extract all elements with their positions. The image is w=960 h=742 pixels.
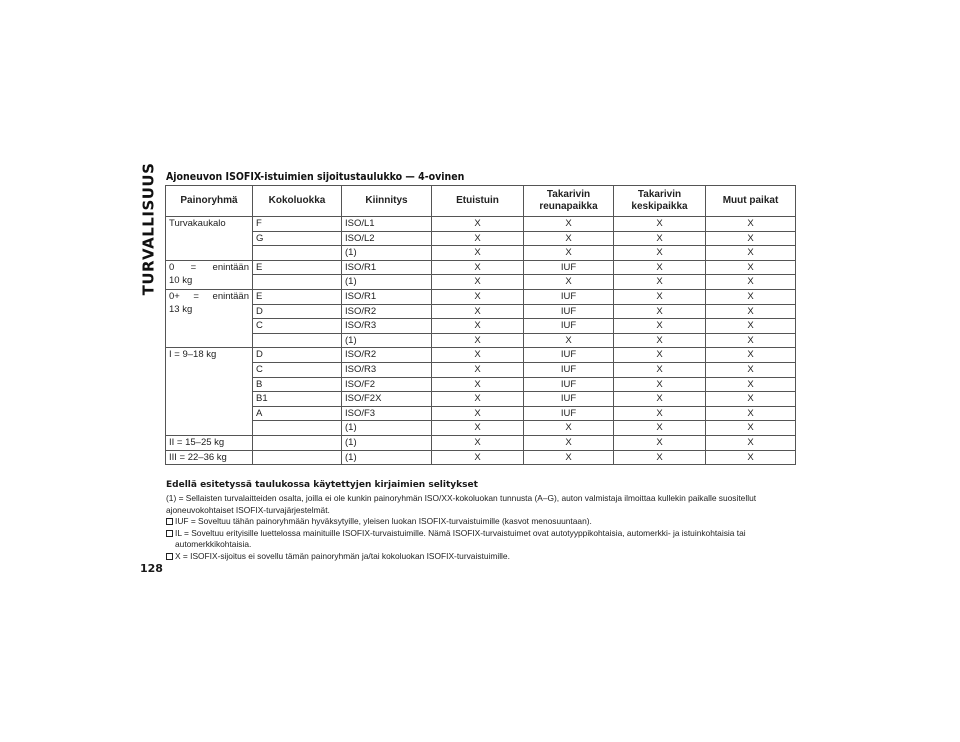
table-row [166,450,796,465]
header-other-seats: Muut paikat [706,186,796,217]
rear-center-cell: X [614,304,706,319]
table-row [166,377,796,392]
table-row [166,231,796,246]
section-side-tab [138,164,158,294]
weight-group-cell: Turvakaukalo [166,217,253,261]
fixture-cell: ISO/R2 [342,348,432,363]
fixture-cell: ISO/R3 [342,319,432,334]
other-seats-cell: X [706,450,796,465]
front-seat-cell: X [432,348,524,363]
other-seats-cell: X [706,319,796,334]
rear-center-cell: X [614,289,706,304]
weight-group-cell: II = 15–25 kg [166,435,253,450]
rear-outboard-cell: X [524,435,614,450]
front-seat-cell: X [432,275,524,290]
size-class-cell: E [253,260,342,275]
table-row [166,246,796,261]
table-row [166,392,796,407]
rear-center-cell: X [614,275,706,290]
legend-item-text: X = ISOFIX-sijoitus ei sovellu tämän painoryhmän ja/tai kokoluokan ISOFIX-turvaistuimille. [175,550,510,561]
front-seat-cell: X [432,406,524,421]
size-class-cell [253,246,342,261]
fixture-cell: (1) [342,333,432,348]
rear-outboard-cell: X [524,231,614,246]
weight-group-cell [166,289,253,347]
size-class-cell [253,421,342,436]
legend-note: (1) = Sellaisten turvalaitteiden osalta, joilla ei ole kunkin painoryhmän ISO/XX-kokoluokan tunnusta (A–G), auton valmistaja ilmoittaa kullekin paikalle suositellut ajoneuvokohtaiset ISOFIX-turvajärjestelmät. [166,493,757,515]
table-row [166,333,796,348]
fixture-cell: (1) [342,246,432,261]
rear-outboard-cell: IUF [524,348,614,363]
rear-outboard-cell: IUF [524,377,614,392]
rear-center-cell: X [614,450,706,465]
header-front-seat: Etuistuin [432,186,524,217]
fixture-cell: ISO/R2 [342,304,432,319]
fixture-cell: ISO/F2X [342,392,432,407]
table-row [166,362,796,377]
fixture-cell: ISO/R1 [342,260,432,275]
rear-outboard-cell: X [524,421,614,436]
other-seats-cell: X [706,377,796,392]
table-row [166,348,796,363]
header-rear-center: Takarivin keskipaikka [614,186,706,217]
checkbox-bullet-icon [166,518,173,525]
size-class-cell: B [253,377,342,392]
size-class-cell: E [253,289,342,304]
front-seat-cell: X [432,392,524,407]
rear-outboard-cell: IUF [524,304,614,319]
front-seat-cell: X [432,217,524,232]
rear-outboard-cell: X [524,275,614,290]
rear-outboard-cell: X [524,246,614,261]
table-row [166,319,796,334]
weight-group-line-2: 10 kg [169,274,193,286]
rear-outboard-cell: X [524,217,614,232]
fixture-cell: ISO/R1 [342,289,432,304]
rear-center-cell: X [614,406,706,421]
size-class-cell: F [253,217,342,232]
rear-outboard-cell: IUF [524,289,614,304]
rear-outboard-cell: IUF [524,362,614,377]
legend-item-text: IUF = Soveltuu tähän painoryhmään hyväksytyille, yleisen luokan ISOFIX-turvaistuimille (kasvot menosuuntaan). [175,516,592,526]
front-seat-cell: X [432,304,524,319]
weight-group-line-1: 0+ = enintään [169,290,249,302]
other-seats-cell: X [706,406,796,421]
rear-center-cell: X [614,377,706,392]
front-seat-cell: X [432,246,524,261]
rear-outboard-cell: IUF [524,406,614,421]
other-seats-cell: X [706,217,796,232]
front-seat-cell: X [432,421,524,436]
size-class-cell: D [253,304,342,319]
size-class-cell: C [253,362,342,377]
size-class-cell: G [253,231,342,246]
section-side-tab-label: TURVALLISUUS [139,162,158,296]
table-row [166,275,796,290]
legend-item-text: IL = Soveltuu erityisille luettelossa mainituille ISOFIX-turvaistuimille. Nämä ISOFIX-turvaistuimet ovat autotyyppikohtaisia, automerkki- ja istuinkohtaisia tai automerkkikohtaisia. [175,527,746,549]
rear-outboard-cell: IUF [524,260,614,275]
front-seat-cell: X [432,231,524,246]
fixture-cell: (1) [342,435,432,450]
front-seat-cell: X [432,362,524,377]
rear-center-cell: X [614,319,706,334]
rear-center-cell: X [614,217,706,232]
other-seats-cell: X [706,362,796,377]
size-class-cell [253,333,342,348]
legend [166,493,796,562]
table-title: Ajoneuvon ISOFIX-istuimien sijoitustaulukko — 4-ovinen [166,171,465,183]
size-class-cell: B1 [253,392,342,407]
rear-center-cell: X [614,435,706,450]
other-seats-cell: X [706,392,796,407]
front-seat-cell: X [432,435,524,450]
header-weight-group: Painoryhmä [166,186,253,217]
weight-group-cell: III = 22–36 kg [166,450,253,465]
size-class-cell: C [253,319,342,334]
header-fixture: Kiinnitys [342,186,432,217]
rear-outboard-cell: X [524,450,614,465]
rear-center-cell: X [614,348,706,363]
size-class-cell [253,275,342,290]
rear-center-cell: X [614,246,706,261]
page-number: 128 [140,562,163,575]
other-seats-cell: X [706,260,796,275]
front-seat-cell: X [432,319,524,334]
weight-group-cell [166,260,253,289]
front-seat-cell: X [432,450,524,465]
table-row [166,217,796,232]
checkbox-bullet-icon [166,530,173,537]
other-seats-cell: X [706,333,796,348]
other-seats-cell: X [706,246,796,261]
rear-center-cell: X [614,231,706,246]
table-header-row [166,186,796,217]
table-row [166,421,796,436]
fixture-cell: (1) [342,450,432,465]
other-seats-cell: X [706,275,796,290]
rear-center-cell: X [614,362,706,377]
fixture-cell: (1) [342,421,432,436]
other-seats-cell: X [706,289,796,304]
weight-group-cell: I = 9–18 kg [166,348,253,436]
table-row [166,435,796,450]
other-seats-cell: X [706,421,796,436]
front-seat-cell: X [432,377,524,392]
legend-title: Edellä esitetyssä taulukossa käytettyjen kirjaimien selitykset [166,480,478,490]
rear-center-cell: X [614,392,706,407]
checkbox-bullet-icon [166,553,173,560]
front-seat-cell: X [432,289,524,304]
other-seats-cell: X [706,231,796,246]
table-row [166,304,796,319]
fixture-cell: ISO/R3 [342,362,432,377]
size-class-cell [253,450,342,465]
legend-item [166,516,796,528]
header-size-class: Kokoluokka [253,186,342,217]
size-class-cell [253,435,342,450]
rear-outboard-cell: IUF [524,392,614,407]
fixture-cell: (1) [342,275,432,290]
legend-item [166,551,796,563]
isofix-table [165,185,796,465]
size-class-cell: D [253,348,342,363]
other-seats-cell: X [706,348,796,363]
table-row [166,260,796,275]
rear-center-cell: X [614,421,706,436]
fixture-cell: ISO/F2 [342,377,432,392]
fixture-cell: ISO/L2 [342,231,432,246]
legend-item [166,528,796,551]
front-seat-cell: X [432,333,524,348]
fixture-cell: ISO/F3 [342,406,432,421]
weight-group-line-1: 0 = enintään [169,261,249,273]
weight-group-line-2: 13 kg [169,303,193,315]
rear-center-cell: X [614,333,706,348]
header-rear-outboard: Takarivin reunapaikka [524,186,614,217]
table-row [166,289,796,304]
other-seats-cell: X [706,304,796,319]
fixture-cell: ISO/L1 [342,217,432,232]
table-row [166,406,796,421]
rear-outboard-cell: IUF [524,319,614,334]
size-class-cell: A [253,406,342,421]
rear-outboard-cell: X [524,333,614,348]
other-seats-cell: X [706,435,796,450]
front-seat-cell: X [432,260,524,275]
rear-center-cell: X [614,260,706,275]
